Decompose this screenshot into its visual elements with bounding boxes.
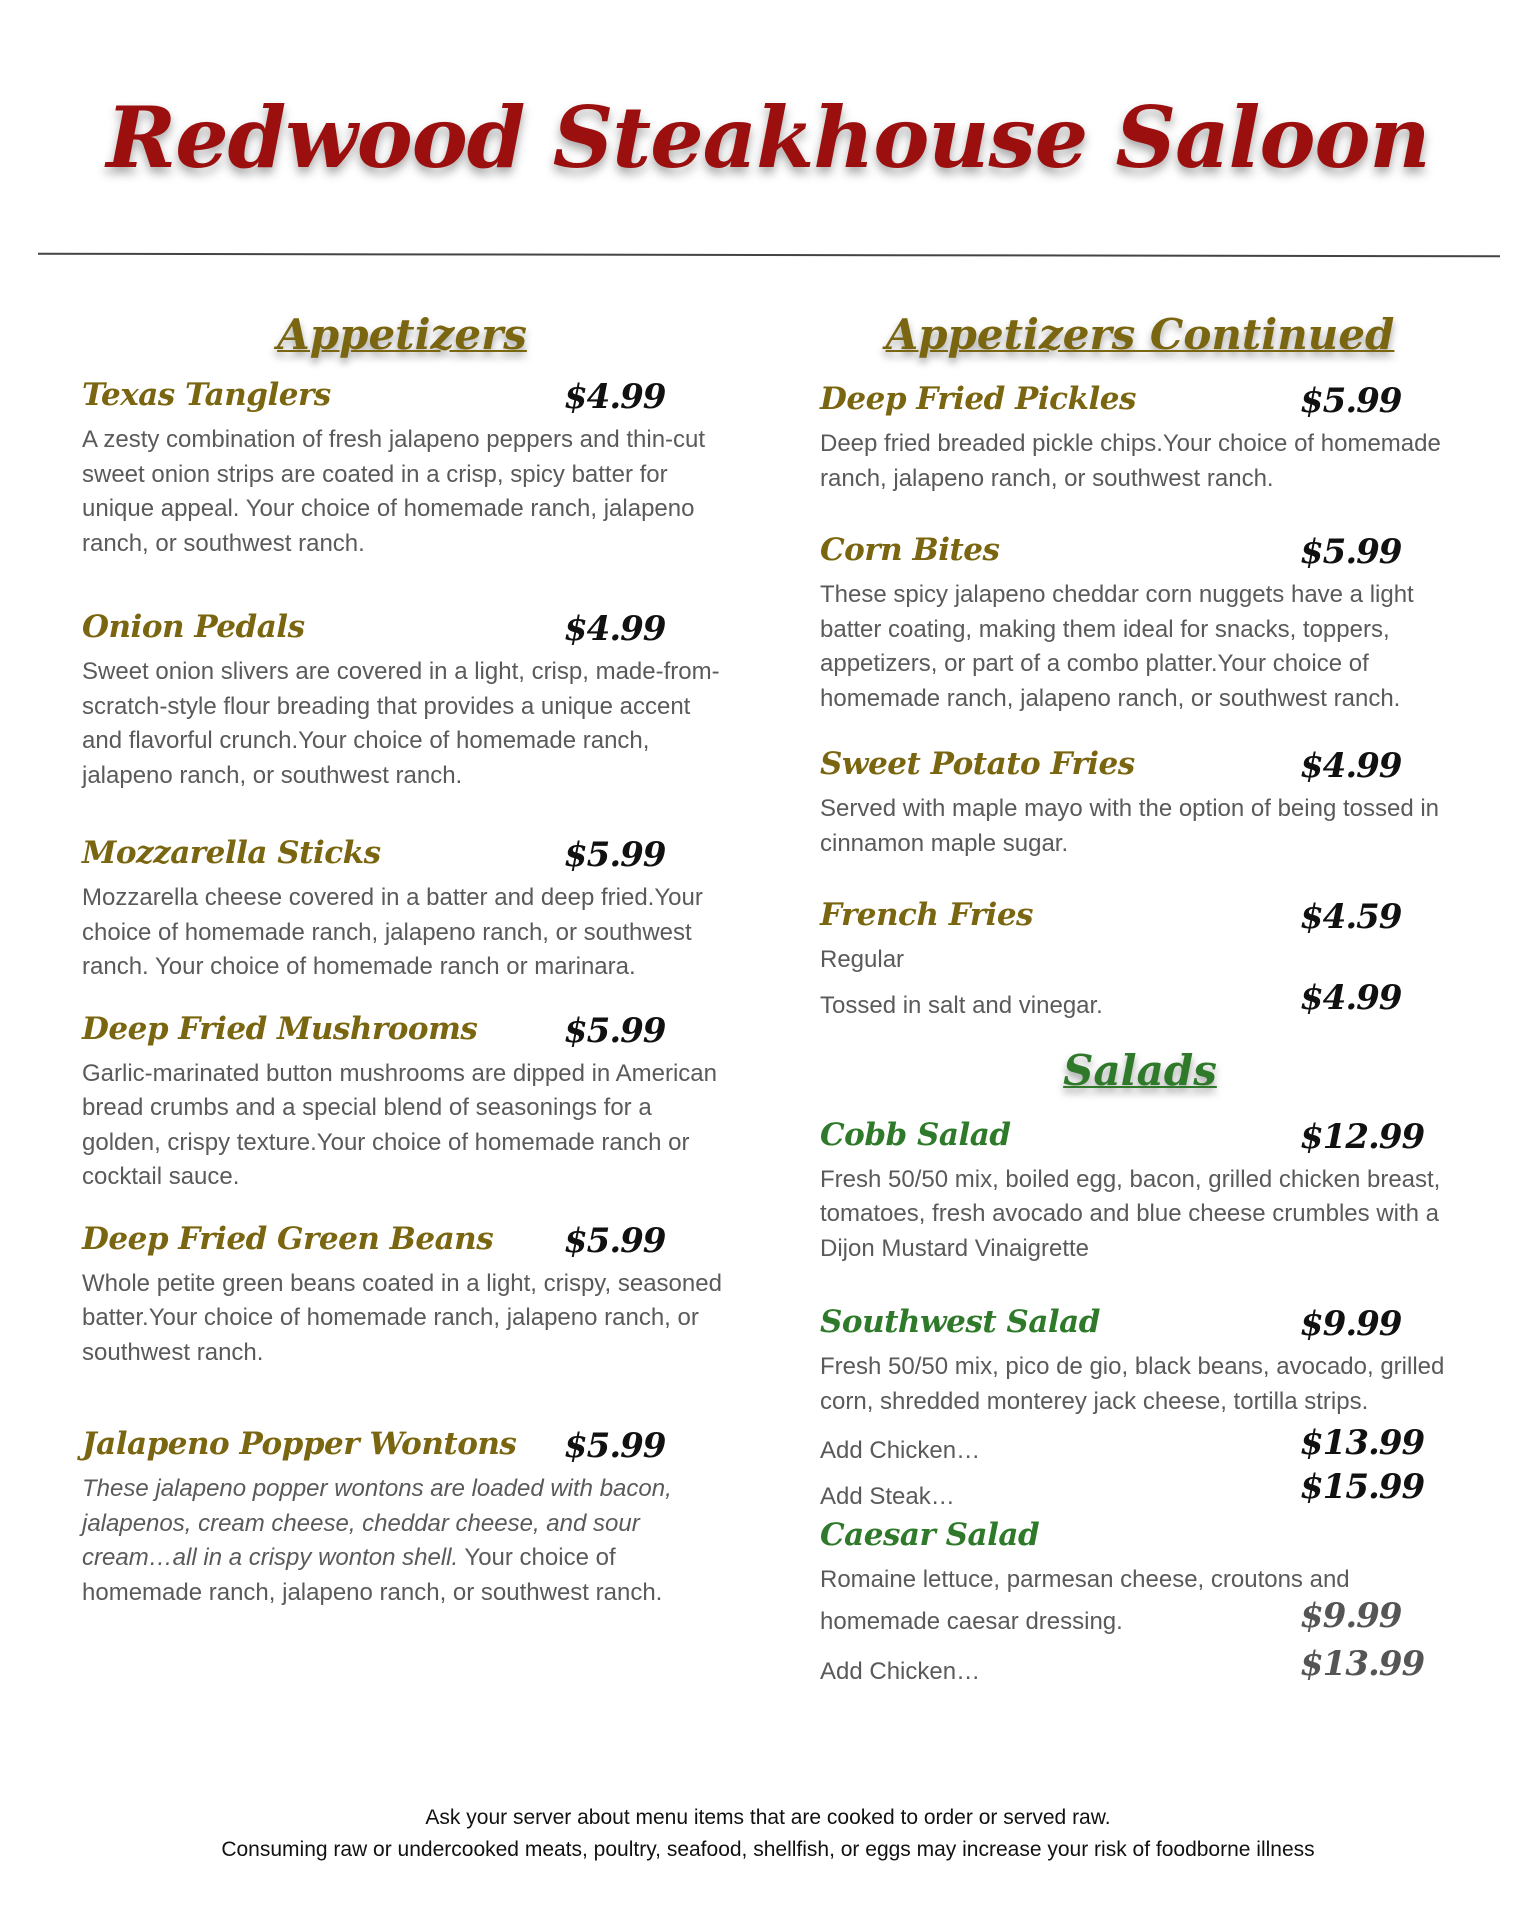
appetizers-continued-column	[820, 310, 1460, 1690]
salads-heading: Salads	[1063, 1045, 1217, 1095]
menu-item	[82, 835, 732, 985]
appetizers-heading: Appetizers	[277, 310, 527, 359]
item-price: $5.99	[564, 835, 666, 875]
menu-item	[820, 1304, 1460, 1515]
item-price: $4.99	[564, 377, 666, 417]
item-price: $4.99	[564, 609, 666, 649]
item-description-rest: Your choice of homemade ranch, jalapeno ranch, or southwest ranch.	[82, 1544, 663, 1606]
menu-item	[820, 1517, 1460, 1690]
add-chicken-row	[820, 1644, 1460, 1690]
item-price: $4.99	[1300, 746, 1402, 786]
item-name: Jalapeno Popper Wontons	[82, 1426, 517, 1462]
item-description: Sweet onion slivers are covered in a light, crisp, made-from-scratch-style flour breading that provides a unique accent and flavorful crunch.Your choice of homemade ranch, jalapeno ranch, or southwest ranch.	[82, 658, 720, 789]
appetizers-continued-heading: Appetizers Continued	[885, 310, 1395, 359]
add-steak-price: $15.99	[1300, 1467, 1425, 1507]
menu-item	[820, 532, 1460, 716]
item-price: $4.59	[1300, 897, 1402, 937]
item-description: Mozzarella cheese covered in a batter and deep fried.Your choice of homemade ranch, jalapeno ranch, or southwest ranch. Your choice of homemade ranch or marinara.	[82, 884, 703, 980]
add-chicken-price: $13.99	[1300, 1643, 1425, 1684]
option-price: $4.99	[1300, 977, 1402, 1018]
item-name: Onion Pedals	[82, 609, 305, 645]
item-price: $12.99	[1300, 1116, 1425, 1157]
item-description: Garlic-marinated button mushrooms are dipped in American bread crumbs and a special blend of seasonings for a golden, crispy texture.Your choice of homemade ranch or cocktail sauce.	[82, 1059, 717, 1190]
menu-item	[82, 609, 732, 793]
item-price: $5.99	[564, 1426, 666, 1466]
restaurant-title: Redwood Steakhouse Saloon	[106, 88, 1430, 187]
item-description: Romaine lettuce, parmesan cheese, croutons and	[820, 1566, 1350, 1593]
menu-item	[820, 746, 1460, 861]
menu-item	[820, 1117, 1460, 1267]
menu-item	[82, 1221, 732, 1371]
footer-notice-1: Ask your server about menu items that are cooked to order or served raw.	[425, 1806, 1111, 1829]
item-name: Deep Fried Mushrooms	[82, 1010, 478, 1047]
item-name: Sweet Potato Fries	[820, 746, 1135, 782]
header-divider	[38, 253, 1500, 258]
item-price: $5.99	[564, 1220, 666, 1261]
add-steak-label: Add Steak…	[820, 1483, 955, 1510]
item-description: Deep fried breaded pickle chips.Your choice of homemade ranch, jalapeno ranch, or southwest ranch.	[820, 430, 1441, 492]
item-name: French Fries	[820, 897, 1034, 933]
item-name: Deep Fried Green Beans	[82, 1220, 494, 1257]
item-description: Whole petite green beans coated in a light, crispy, seasoned batter.Your choice of homemade ranch, jalapeno ranch, or southwest ranch.	[82, 1269, 722, 1366]
item-name: Corn Bites	[820, 532, 1000, 568]
item-price: $5.99	[1300, 381, 1402, 421]
item-name: Cobb Salad	[820, 1116, 1011, 1153]
item-description: These spicy jalapeno cheddar corn nuggets have a light batter coating, making them ideal for snacks, toppers, appetizers, or part of a combo platter.Your choice of homemade ranch, jalapeno ranch, or southwest ranch.	[820, 581, 1414, 712]
caesar-price-row	[820, 1595, 1460, 1644]
item-price: $5.99	[564, 1010, 666, 1051]
item-description: Served with maple mayo with the option of being tossed in cinnamon maple sugar.	[820, 795, 1440, 857]
item-name: Mozzarella Sticks	[82, 835, 381, 871]
add-chicken-price: $13.99	[1300, 1423, 1425, 1463]
item-description: Fresh 50/50 mix, pico de gio, black beans, avocado, grilled corn, shredded monterey jack cheese, tortilla strips.	[820, 1353, 1445, 1415]
item-description: A zesty combination of fresh jalapeno peppers and thin-cut sweet onion strips are coated in a crisp, spicy batter for unique appeal. Your choice of homemade ranch, jalapeno ranch, or southwest ranch.	[82, 426, 706, 557]
item-price: $9.99	[1300, 1304, 1402, 1344]
item-name: Southwest Salad	[820, 1304, 1100, 1340]
item-name: Deep Fried Pickles	[820, 381, 1136, 417]
item-description-cont: homemade caesar dressing.	[820, 1607, 1123, 1635]
appetizers-column	[82, 310, 732, 1610]
item-description-italic: These jalapeno popper wontons are loaded with bacon, jalapenos, cream cheese, cheddar cheese, and sour cream…all in a crispy wonton shell.	[82, 1475, 672, 1571]
add-chicken-label: Add Chicken…	[820, 1437, 981, 1464]
item-name: Caesar Salad	[820, 1517, 1040, 1553]
option-label: Tossed in salt and vinegar.	[820, 991, 1103, 1019]
item-description: Regular	[820, 946, 905, 973]
item-option-row	[820, 978, 1460, 1024]
footer-notice-2: Consuming raw or undercooked meats, poultry, seafood, shellfish, or eggs may increase your risk of foodborne illness	[221, 1838, 1315, 1861]
menu-item	[82, 1011, 732, 1195]
menu-item	[820, 897, 1460, 1024]
item-price: $5.99	[1300, 532, 1402, 572]
add-chicken-row	[820, 1423, 1460, 1469]
add-chicken-label: Add Chicken…	[820, 1657, 981, 1685]
menu-item	[820, 381, 1460, 496]
item-description: Fresh 50/50 mix, boiled egg, bacon, grilled chicken breast, tomatoes, fresh avocado and blue cheese crumbles with a Dijon Mustard Vinaigrette	[820, 1165, 1441, 1262]
menu-item	[82, 377, 732, 561]
item-price: $9.99	[1300, 1595, 1402, 1636]
add-steak-row	[820, 1469, 1460, 1515]
item-description	[82, 1472, 732, 1610]
menu-item	[82, 1426, 732, 1610]
item-name: Texas Tanglers	[82, 377, 331, 413]
